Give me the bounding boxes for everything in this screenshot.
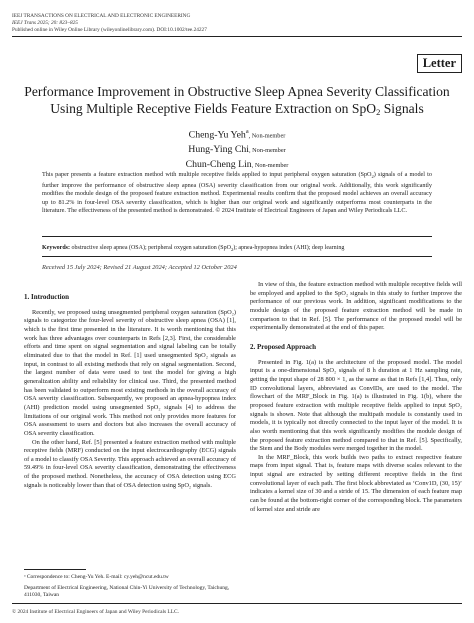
journal-citation: IEEJ Trans 2025; 20: 823–825 — [12, 20, 78, 26]
paper-title — [0, 83, 474, 121]
header-rule — [12, 36, 462, 37]
received-dates: Received 15 July 2024; Revised 21 August 2024; Accepted 12 October 2024 — [42, 264, 237, 271]
author: Cheng-Yu Yeh$^a$, Non-member — [188, 128, 286, 141]
author: Chun-Cheng Lin, Non-member — [185, 159, 289, 171]
author-list — [0, 125, 474, 173]
publication-info: Published online in Wiley Online Library (wileyonlinelibrary.com). DOI:10.1002/tee.24227 — [12, 27, 207, 33]
keywords-bottom-rule — [42, 256, 432, 257]
right-column — [250, 281, 462, 514]
intro-paragraph-3: In view of this, the feature extraction method with multiple receptive fields will be employed and applied to the SpO₂ signals in this study to further improve the performance of our previous work. In addition, significant modifications to the module design of the proposed feature extraction method will be made in comparison to that in Ref. [5]. The performance of the proposed model will be experimentally demonstrated at the end of this paper. — [250, 281, 462, 332]
left-column — [24, 283, 236, 490]
section-heading-approach: 2. Proposed Approach — [250, 342, 317, 351]
approach-paragraph-2: In the MRF_Block, this work builds two paths to extract respective feature maps from input signal. That is, feature maps with diverse scales relevant to the input signal are extracted by setting different receptive fields in the first convolutional layer of each path. The first block abbreviated as ‘Conv1D, (30, 15)’ indicates a kernel size of 30 and a stride of 15. The dimension of each feature map can be found at the bottom-right corner of the corresponding block. The parameters of kernel size and stride are — [250, 453, 462, 513]
approach-paragraph-1: Presented in Fig. 1(a) is the architecture of the proposed model. The model input is a one-dimensional SpO₂ signals of 8 h duration at 1 Hz sampling rate, getting the input shape of 28 800 × 1, as the same as that in Refs [1,4]. Thus, only ID convolutional layers, abbreviated as ConvIDs, are used to the model. The flowchart of the MRF_Block in Fig. 1(a) is illustrated in Fig. 1(b), where the proposed feature extraction with multiple receptive fields applied to input SpO₂ signals is shown. Note that although the multipath module is constantly used in models, it is typically not directly connected to the input layer of the model. It is also worth mentioning that this work significantly modifies the module design of the proposed feature extraction method compared to that in Ref. [5]. Specifically, the Stem and the Body modules were merged together in the model. — [250, 358, 462, 453]
abstract: This paper presents a feature extraction method with multiple receptive fields applied to input peripheral oxygen saturation (SpO$_2$) signals of a model to further improve the performance of obstructive sleep apnea (OSA) severity classification from our original work. Additionally, this work significantly modifies the module design of the proposed feature extraction method. Experimental results confirm that the proposed model achieves an overall accuracy up to 81.2% in four-level OSA severity classification, which is higher than our original work and significantly outperforms most counterparts in the literature. The effectiveness of the presented method is demonstrated. © 2024 Institute of Electrical Engineers of Japan and Wiley Periodicals LLC. — [42, 171, 432, 215]
affiliation-footnote: Department of Electrical Engineering, National Chin-Yi University of Technology, Taichung, 411030, Taiwan — [24, 585, 230, 598]
title-line-1: Performance Improvement in Obstructive Sleep Apnea Severity Classification — [24, 84, 450, 99]
correspondence-footnote: ᵃ Correspondence to: Cheng-Yu Yeh. E-mail: cy.yeh@ncut.edu.tw — [24, 574, 169, 580]
intro-paragraph-2: On the other hand, Ref. [5] presented a feature extraction method with multiple receptive fields (MRF) conducted on the input electrocardiography (ECG) signals of a model to classify OSA Severity. This approach achieved an overall accuracy of 59.49% in four-level OSA severity classification, demonstrating the effectiveness of the proposed method. Nonetheless, the accuracy of OSA detection using ECG signals is noticeably lower than that of OSA detection using SpO₂ signals. — [24, 438, 236, 489]
journal-name: IEEJ TRANSACTIONS ON ELECTRICAL AND ELECTRONIC ENGINEERING — [12, 13, 191, 19]
article-type-badge: Letter — [417, 54, 462, 73]
keywords-top-rule — [42, 236, 432, 237]
section-heading-introduction: 1. Introduction — [24, 293, 69, 301]
title-line-2: Using Multiple Receptive Fields Feature Extraction on SpO$_2$ Signals — [50, 101, 424, 117]
footnote-rule — [24, 569, 86, 570]
keywords: Keywords: obstructive sleep apnea (OSA); peripheral oxygen saturation (SpO$_2$); apnea-hypopnea index (AHI); deep learning — [42, 245, 345, 253]
author: Hung-Ying Chi, Non-member — [188, 144, 286, 156]
intro-paragraph-1: Recently, we proposed using unsegmented peripheral oxygen saturation (SpO₂) signals to categorize the four-level severity of obstructive sleep apnea (OSA) [1], which is the first time presented in the literature. It is worth mentioning that this work has three advantages over counterparts in Refs [2,3]. First, the considerable efforts and time spent on signal segmentation and signal labeling can be totally eliminated due to that the model in Ref. [1] used unsegmented SpO₂ signals as input, in contrast to all existing methods that rely on signal segmentation. Second, the largest number of data were used to test the model for giving a high generalization ability and reliability for clinical use. Third, the presented method has been validated to outperform most existing methods in the overall accuracy of OSA severity classification. Subsequently, we proposed an apnea-hypopnea index (AHI) prediction model using unsegmented SpO₂ signals [4] to address the limitations of our original work. This method not only provides more features for OSA assessment to users and doctors but also increases the overall accuracy of OSA severity classification. — [24, 308, 236, 437]
footer-rule — [12, 603, 462, 604]
copyright-notice: © 2024 Institute of Electrical Engineers of Japan and Wiley Periodicals LLC. — [12, 609, 179, 615]
